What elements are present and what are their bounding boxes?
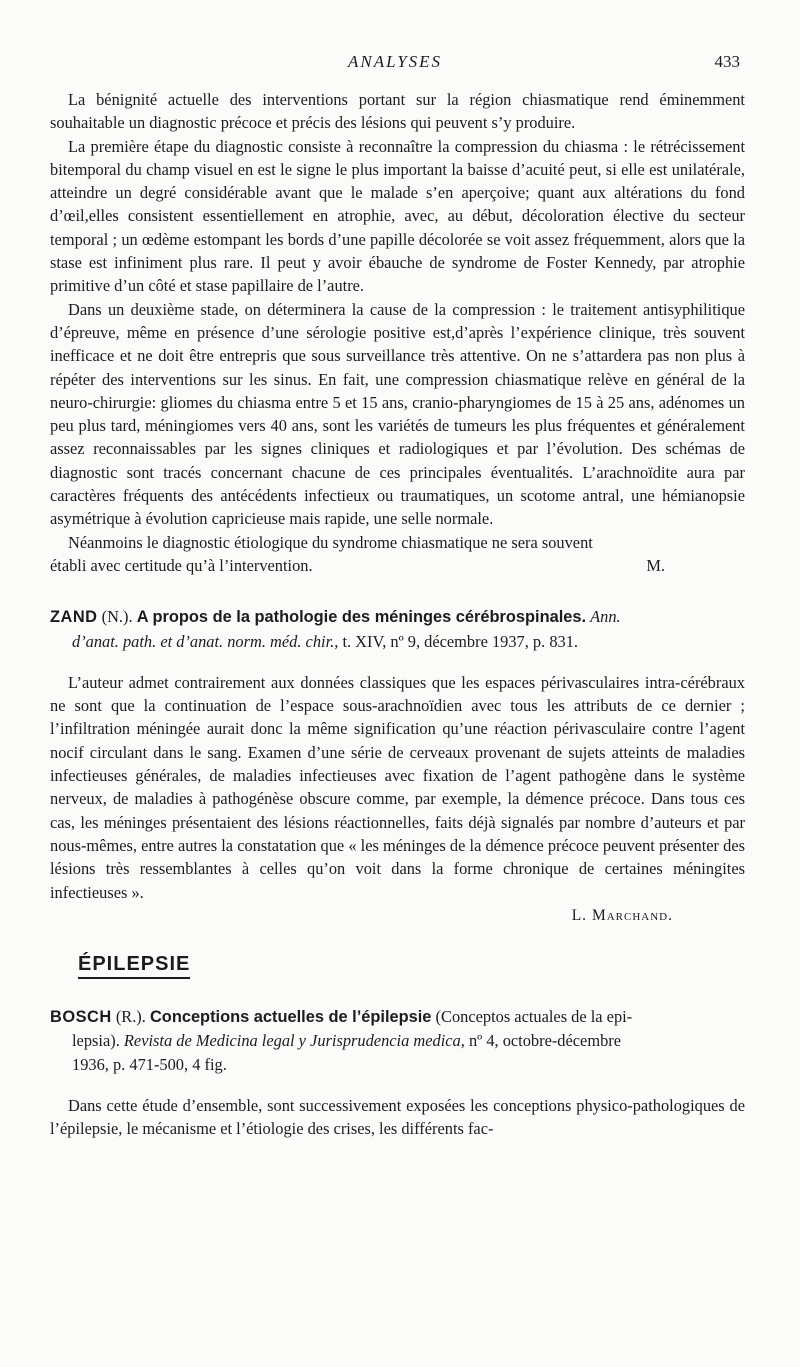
review-zand [50,605,745,927]
section-heading: ÉPILEPSIE [78,953,190,979]
running-title: ANALYSES [347,52,443,71]
reference-author: BOSCH [50,1008,112,1027]
bibliographic-reference [50,605,745,653]
review-paragraph: L’auteur admet contrairement aux données classiques que les espaces périvasculaires intra-cérébraux ne sont que la continuation de l’espace sous-arachnoïdien avec tous les attributs de ce dernier ; l’infiltration méningée aurait donc la même signification qu’une réaction périvasculaire contre l’agent nocif circulant dans le sang. Examen d’une série de cerveaux provenant de sujets atteints de maladies infectieuses générales, de maladies infectieuses avec fixation de l’agent pathogène dans le système nerveux, de maladies à pathogénèse obscure comme, par exemple, la démence précoce. Dans tous ces cas, les méninges présentaient des lésions réactionnelles, faits déjà signalés par nombre d’auteurs et par nous-mêmes, entre autres la constatation que « les méninges de la démence précoce peuvent présenter des lésions très ressemblantes à celles qu’on voit dans la forme chronique de certaines méningites infectieuses ». [50,672,745,902]
reference-author-initial: (R.). [115,1007,146,1027]
reference-title: Conceptions actuelles de l’épilepsie [149,1008,432,1027]
signature-initial: L. [571,906,588,924]
reference-citation: t. XIV, nº 9, décembre 1937, p. 831. [342,631,579,651]
reference-author: ZAND [50,608,98,627]
reference-title: A propos de la pathologie des méninges cérébrospinales. [136,608,587,627]
review-paragraph: La première étape du diagnostic consiste à reconnaître la compression du chiasma : le rétrécissement bitemporal du champ visuel en est le signe le plus important la baisse d’acuité peut, si elle est unilatérale, atteindre un degré considérable avant que le malade s’en aperçoive; quant aux altérations du fond d’œil,elles consistent essentiellement en atrophie, avec, au début, décoloration élective du secteur temporal ; un œdème estompant les bords d’une papille décolorée se voit assez fréquemment, alors que la stase est infiniment plus rare. Il peut y avoir ébauche de syndrome de Foster Kennedy, par atrophie primitive d’un côté et stase papillaire de l’autre. [50,136,745,296]
reference-journal: Revista de Medicina legal y Jurisprudencia medica, [123,1031,465,1051]
reference-citation-line1: nº 4, octobre-décembre [468,1031,622,1051]
review-paragraph: La bénignité actuelle des interventions portant sur la région chiasmatique rend éminemment souhaitable un diagnostic précoce et précis des lésions qui peuvent s’y produire. [50,90,745,133]
page-header [50,52,740,76]
reference-journal-part2: d’anat. path. et d’anat. norm. méd. chir., [72,631,339,651]
reference-author-initial: (N.). [101,607,133,627]
review-paragraph: Dans un deuxième stade, on déterminera la cause de la compression : le traitement antisyphilitique d’épreuve, même en présence d’une sérologie positive est,d’après l’expérience clinique, très souvent inefficace et ne doit être entrepris que sous surveillance très attentive. On ne s’attardera pas non plus à répéter des interventions sur les sinus. En fait, une compression chiasmatique relève en général de la neuro-chirurgie: gliomes du chiasma entre 5 et 15 ans, cranio-pharyngiomes de 15 à 25 ans, adénomes un peu plus tard, méningiomes vers 40 ans, sont les variétés de tumeurs les plus fréquentes et généralement assez reconnaissables par les signes cliniques et radiologiques et par l’évolution. Des schémas de diagnostic sont tracés concernant chacune de ces principales éventualités. L’arachnoïdite aura par caractères fréquents des antécédents infectieux ou traumatiques, un scotome antral, une hémianopsie asymétrique à évolution capricieuse mais rapide, une selle normale. [50,299,745,529]
review-paragraph: Dans cette étude d’ensemble, sont successivement exposées les conceptions physico-pathologiques de l’épilepsie, le mécanisme et l’étiologie des crises, les différents fac- [50,1095,745,1139]
page-body [50,88,745,1141]
reference-translation-line1: (Conceptos actuales de la epi- [435,1007,633,1027]
reference-translation-line2: lepsia). [72,1031,120,1051]
review-closing-text: établi avec certitude qu’à l’intervention. [50,555,313,575]
reviewer-signature [50,904,745,927]
review-bosch [50,1005,745,1140]
review-chiasma [50,88,745,577]
review-closing-line [50,554,745,577]
signature-name: Marchand. [591,906,673,924]
reference-citation-line2: 1936, p. 471-500, 4 fig. [72,1054,227,1074]
review-paragraph: Néanmoins le diagnostic étiologique du syndrome chiasmatique ne sera souvent [68,532,593,552]
reference-journal-part1: Ann. [590,607,621,627]
bibliographic-reference [50,1005,745,1076]
reviewer-signature: M. [646,555,665,575]
page-number: 433 [714,52,740,71]
